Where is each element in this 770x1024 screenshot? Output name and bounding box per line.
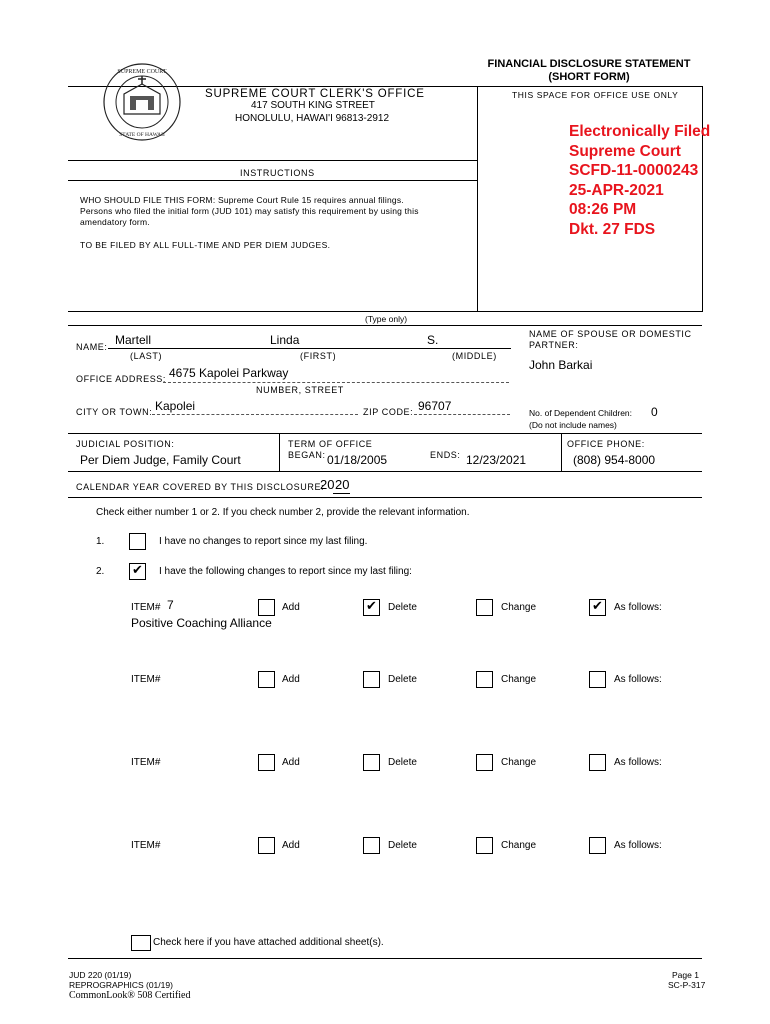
item-1-description-field[interactable]: Positive Coaching Alliance (131, 616, 272, 630)
middle-label: (MIDDLE) (452, 351, 497, 361)
judicial-position-label: JUDICIAL POSITION: (76, 439, 175, 449)
item-1-change-checkbox[interactable] (476, 599, 493, 616)
check-mark-icon: ✔ (132, 562, 143, 577)
instructions-heading: INSTRUCTIONS (240, 168, 315, 178)
item-2-as-follows-label: As follows: (614, 674, 662, 685)
office-box-left (477, 86, 478, 312)
no-changes-checkbox[interactable] (129, 533, 146, 550)
address-line1: 417 SOUTH KING STREET (251, 100, 375, 111)
stamp-line-5: 08:26 PM (569, 201, 637, 218)
item-4-delete-label: Delete (388, 840, 417, 851)
form-title-line2: (SHORT FORM) (548, 71, 630, 83)
check-mark-icon: ✔ (592, 598, 603, 613)
seal-text-top: SUPREME COURT (117, 69, 167, 75)
who-line-2: Persons who filed the initial form (JUD 101) may satisfy this requirement by using this (80, 206, 419, 216)
form-title (478, 58, 700, 84)
court-seal-icon (102, 62, 182, 142)
item-2-change-label: Change (501, 674, 537, 685)
office-address-underline (163, 382, 509, 383)
type-only-label: (Type only) (365, 314, 408, 324)
office-box-bottom (477, 311, 703, 312)
seal-text-bottom: STATE OF HAWAII (119, 132, 165, 138)
first-name-field[interactable]: Linda (270, 333, 300, 347)
item-3-change-checkbox[interactable] (476, 754, 493, 771)
item-3-as-follows-label: As follows: (614, 757, 662, 768)
item-1-delete-checkbox[interactable] (363, 599, 380, 616)
last-label: (LAST) (130, 351, 163, 361)
spouse-label (529, 329, 692, 351)
item-3-add-label: Add (282, 757, 300, 768)
item-2-change-checkbox[interactable] (476, 671, 493, 688)
item-4-as-follows-label: As follows: (614, 840, 662, 851)
option-2-text: I have the following changes to report since my last filing: (159, 566, 412, 577)
stamp-line-3: SCFD-11-0000243 (569, 162, 699, 179)
stamp-line-2: Supreme Court (569, 142, 681, 160)
item-1-delete-label: Delete (388, 602, 417, 613)
spouse-label-line2: PARTNER: (529, 340, 579, 350)
calendar-year-field[interactable]: 20 (335, 477, 350, 492)
section-rule (68, 325, 702, 326)
instructions-heading-rule (68, 180, 477, 181)
position-divider-2 (561, 433, 562, 471)
filed-by-note: TO BE FILED BY ALL FULL-TIME AND PER DIEM JUDGES. (80, 240, 331, 250)
calendar-year-underline (333, 493, 350, 494)
item-1-label: ITEM# (131, 602, 161, 613)
option-1-number: 1. (96, 536, 105, 547)
check-instruction: Check either number 1 or 2. If you check number 2, provide the relevant information. (96, 507, 470, 518)
item-4-add-checkbox[interactable] (258, 837, 275, 854)
term-ends-field[interactable]: 12/23/2021 (466, 453, 527, 467)
item-4-label: ITEM# (131, 840, 161, 851)
term-label: TERM OF OFFICE (288, 439, 373, 449)
judicial-position-field[interactable]: Per Diem Judge, Family Court (80, 453, 241, 467)
calendar-year-label: CALENDAR YEAR COVERED BY THIS DISCLOSURE: (76, 482, 325, 492)
position-top-rule (68, 433, 702, 434)
attached-sheets-checkbox[interactable] (131, 935, 151, 951)
last-name-field[interactable]: Martell (115, 333, 152, 347)
item-1-change-label: Change (501, 602, 537, 613)
spouse-label-line1: NAME OF SPOUSE OR DOMESTIC (529, 329, 692, 339)
city-label: CITY OR TOWN: (76, 407, 153, 417)
item-4-as-follows-checkbox[interactable] (589, 837, 606, 854)
zip-underline (414, 414, 510, 415)
electronic-filing-stamp (569, 122, 710, 239)
item-1-as-follows-checkbox[interactable] (589, 599, 606, 616)
position-bottom-rule (68, 471, 702, 472)
first-label: (FIRST) (300, 351, 337, 361)
item-3-delete-checkbox[interactable] (363, 754, 380, 771)
item-3-change-label: Change (501, 757, 537, 768)
option-1-text: I have no changes to report since my last filing. (159, 536, 368, 547)
dependents-note: (Do not include names) (529, 420, 617, 430)
name-underline (108, 348, 511, 349)
item-1-add-checkbox[interactable] (258, 599, 275, 616)
form-code: SC-P-317 (668, 980, 706, 990)
item-2-add-label: Add (282, 674, 300, 685)
office-phone-field[interactable]: (808) 954-8000 (573, 453, 656, 467)
middle-name-field[interactable]: S. (427, 333, 439, 347)
item-2-delete-checkbox[interactable] (363, 671, 380, 688)
item-2-label: ITEM# (131, 674, 161, 685)
stamp-line-1: Electronically Filed (569, 123, 711, 140)
item-3-add-checkbox[interactable] (258, 754, 275, 771)
who-should-file (80, 195, 419, 228)
address-line2: HONOLULU, HAWAI'I 96813-2912 (235, 113, 390, 124)
office-phone-label: OFFICE PHONE: (567, 439, 645, 449)
item-1-as-follows-label: As follows: (614, 602, 662, 613)
page-number: Page 1 (672, 970, 699, 980)
who-line-3: amendatory form. (80, 217, 150, 227)
spouse-name-field[interactable]: John Barkai (529, 358, 593, 372)
term-began-field[interactable]: 01/18/2005 (327, 453, 388, 467)
option-2-number: 2. (96, 566, 105, 577)
item-2-as-follows-checkbox[interactable] (589, 671, 606, 688)
item-3-label: ITEM# (131, 757, 161, 768)
form-title-line1: FINANCIAL DISCLOSURE STATEMENT (487, 58, 691, 70)
item-4-delete-checkbox[interactable] (363, 837, 380, 854)
item-2-add-checkbox[interactable] (258, 671, 275, 688)
item-1-add-label: Add (282, 602, 300, 613)
stamp-line-4: 25-APR-2021 (569, 181, 664, 199)
instructions-top-rule (68, 160, 477, 161)
item-4-change-label: Change (501, 840, 537, 851)
reprographics: REPROGRAPHICS (01/19) (69, 980, 173, 990)
office-use-label: THIS SPACE FOR OFFICE USE ONLY (512, 90, 679, 100)
changes-checkbox[interactable] (129, 563, 146, 580)
footer-rule (68, 958, 702, 959)
item-4-change-checkbox[interactable] (476, 837, 493, 854)
dependents-label: No. of Dependent Children: (529, 408, 633, 418)
attached-sheets-label: Check here if you have attached additional sheet(s). (153, 937, 384, 948)
position-divider-1 (279, 433, 280, 471)
type-only-rule (68, 311, 478, 312)
item-2-delete-label: Delete (388, 674, 417, 685)
city-underline (152, 414, 358, 415)
item-1-number-field[interactable]: 7 (167, 598, 174, 612)
office-address-label: OFFICE ADDRESS: (76, 374, 167, 384)
zip-field[interactable]: 96707 (418, 399, 452, 413)
office-address-field[interactable]: 4675 Kapolei Parkway (169, 366, 289, 380)
calendar-year-prefix: 20 (320, 477, 335, 492)
form-id: JUD 220 (01/19) (69, 970, 132, 980)
dependents-field[interactable]: 0 (651, 405, 658, 419)
item-3-delete-label: Delete (388, 757, 417, 768)
check-mark-icon: ✔ (366, 598, 377, 613)
item-4-add-label: Add (282, 840, 300, 851)
ends-label: ENDS: (430, 450, 461, 460)
name-label: NAME: (76, 342, 108, 352)
certified-note: CommonLook® 508 Certified (69, 990, 191, 1001)
zip-label: ZIP CODE: (363, 407, 414, 417)
stamp-line-6: Dkt. 27 FDS (569, 220, 656, 238)
calendar-rule (68, 497, 702, 498)
number-street-label: NUMBER, STREET (256, 385, 344, 395)
began-label: BEGAN: (288, 450, 326, 460)
city-field[interactable]: Kapolei (155, 399, 196, 413)
office-name: SUPREME COURT CLERK'S OFFICE (205, 88, 425, 100)
who-line-1: WHO SHOULD FILE THIS FORM: Supreme Court Rule 15 requires annual filings. (80, 195, 404, 205)
item-3-as-follows-checkbox[interactable] (589, 754, 606, 771)
